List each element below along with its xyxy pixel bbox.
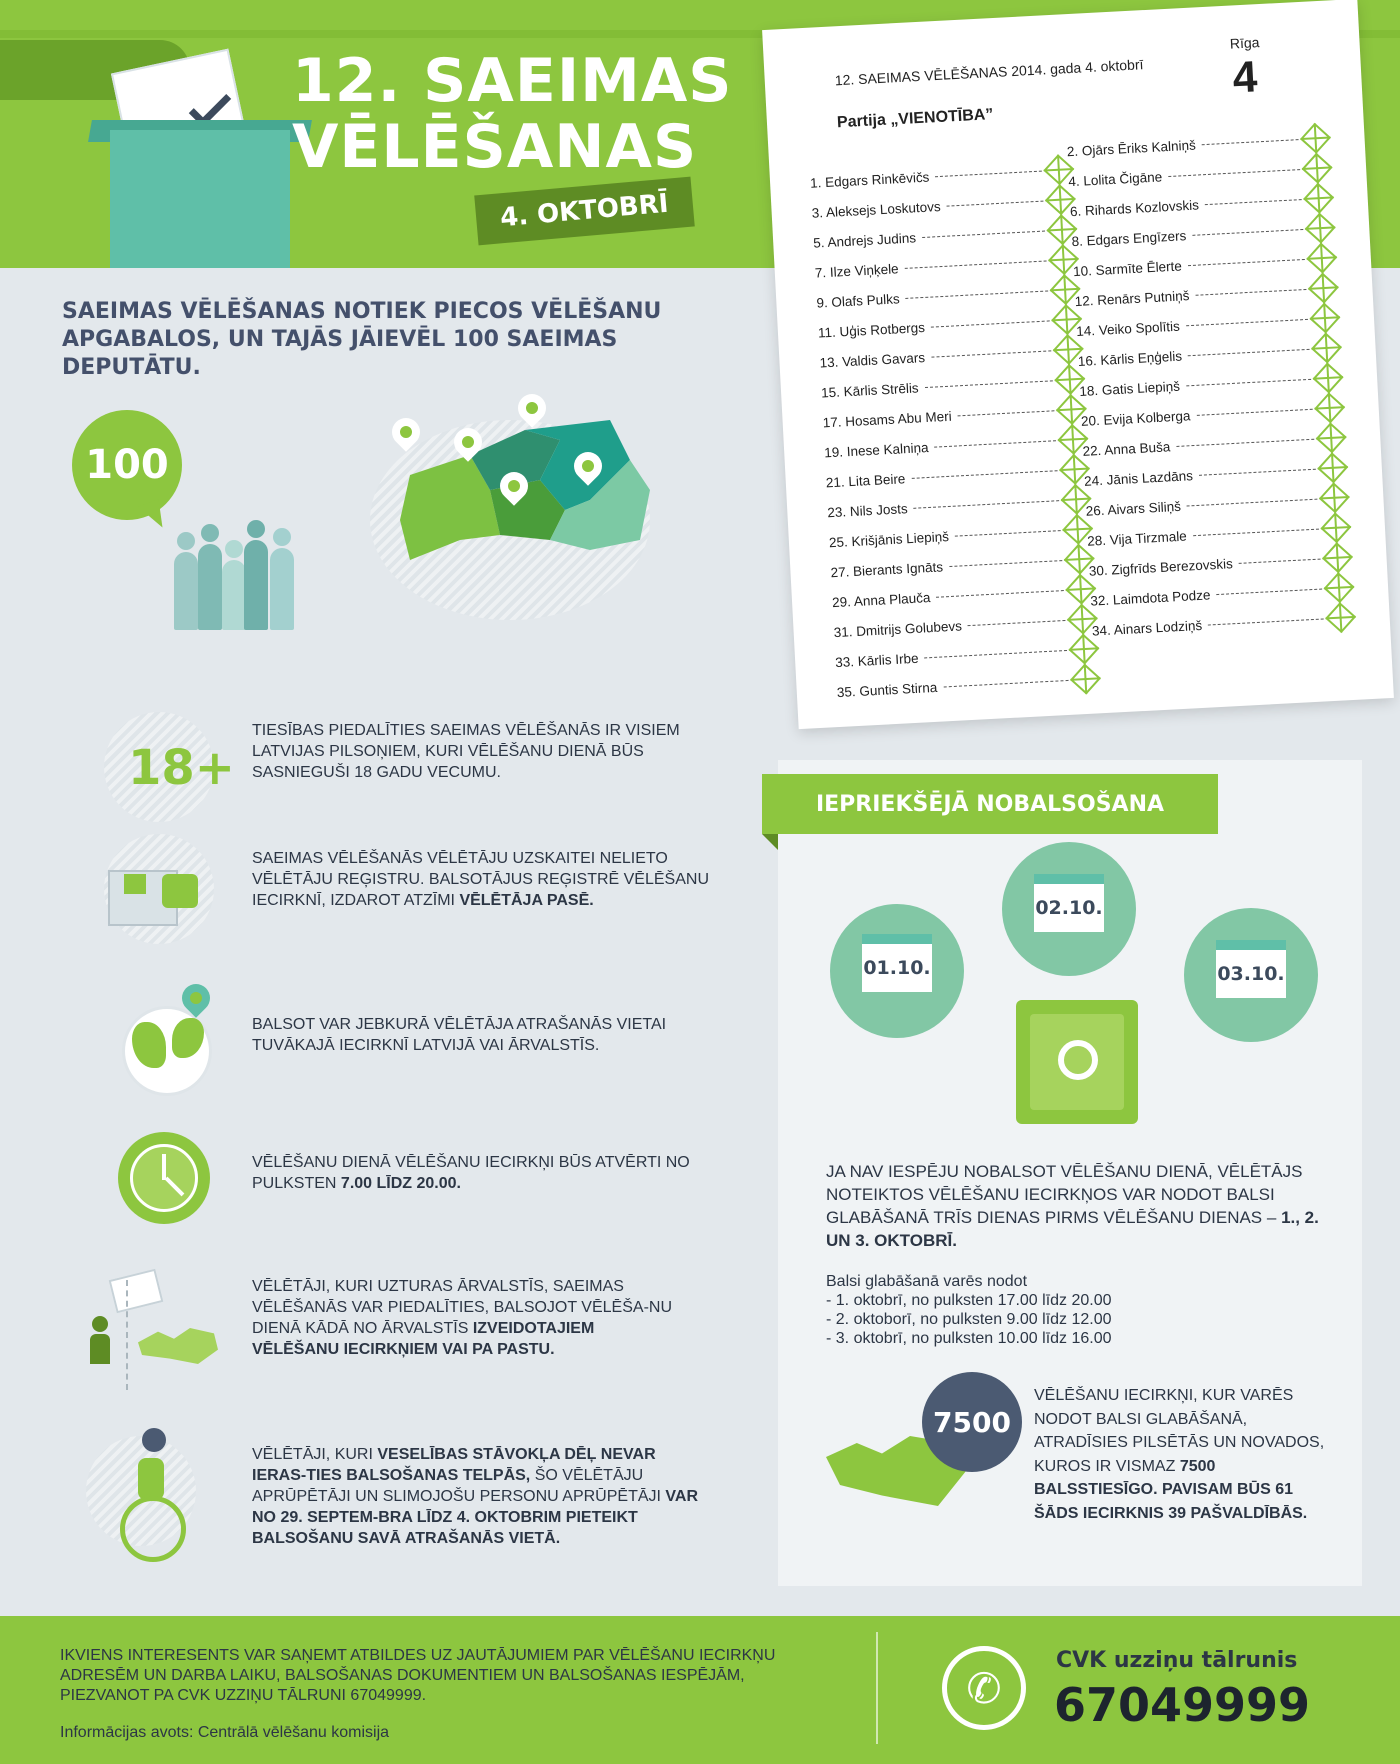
feature-anywhere-text: BALSOT VAR JEBKURĀ VĒLĒTĀJA ATRAŠANĀS VIETAI TUVĀKAJĀ IECIRKNĪ LATVIJĀ VAI ĀRVALSTĪS.	[252, 1016, 667, 1054]
dotted-leader	[949, 560, 1062, 567]
vote-mark-icon[interactable]	[1306, 243, 1337, 274]
candidate-name: 27. Bierants Ignāts	[830, 558, 944, 580]
feature-registry-text-plain: SAEIMAS VĒLĒŠANĀS VĒLĒTĀJU UZSKAITEI NELIETO VĒLĒTĀJU REĢISTRU. BALSOTĀJUS REĢISTRĒ VĒLĒŠANU IECIRKNĪ, IZDAROT ATZĪMI	[252, 850, 709, 909]
dotted-leader	[914, 500, 1060, 509]
dotted-leader	[1188, 348, 1310, 355]
title-line-2: VĒLĒŠANAS	[292, 112, 698, 182]
date-label: 02.10.	[1035, 897, 1103, 919]
dotted-leader	[931, 350, 1051, 357]
vote-mark-icon[interactable]	[1313, 362, 1344, 393]
candidate-name: 2. Ojārs Ēriks Kalniņš	[1066, 137, 1197, 159]
candidate-name: 15. Kārlis Strēlis	[820, 379, 919, 400]
vote-mark-icon[interactable]	[1311, 332, 1342, 363]
age-icon	[80, 712, 236, 822]
dotted-leader	[1188, 258, 1305, 265]
candidate-name: 4. Lolita Čigāne	[1068, 168, 1163, 189]
calendar-icon	[1034, 874, 1104, 932]
dotted-leader	[1176, 438, 1314, 446]
vote-mark-icon[interactable]	[1303, 183, 1334, 214]
feature-abroad-text-plain: VĒLĒTĀJI, KURI UZTURAS ĀRVALSTĪS, SAEIMAS VĒLĒŠANĀS VAR PIEDALĪTIES, BALSOJOT VĒLĒŠA-NU DIENĀ KĀDĀ NO ĀRVALSTĪS	[252, 1278, 672, 1337]
dotted-leader	[968, 620, 1066, 626]
candidate-name: 25. Krišjānis Liepiņš	[828, 528, 950, 550]
clock-icon	[80, 1120, 210, 1230]
passport-stamp-icon	[80, 834, 210, 944]
globe-pin-icon	[80, 978, 210, 1088]
mail-icon	[80, 1260, 210, 1370]
early-voting-schedule	[826, 1272, 1346, 1348]
candidate-name: 33. Kārlis Irbe	[834, 650, 919, 670]
candidate-name: 13. Valdis Gavars	[819, 349, 926, 371]
ballot-list-number: 4	[1231, 52, 1259, 103]
candidate-name: 7. Ilze Viņķele	[814, 260, 899, 281]
person-figure	[222, 560, 246, 630]
intro-text: SAEIMAS VĒLĒŠANAS NOTIEK PIECOS VĒLĒŠANU APGABALOS, UN TAJĀS JĀIEVĒL 100 SAEIMAS DEPUTĀTU.	[62, 299, 662, 380]
dotted-leader	[906, 290, 1049, 298]
feature-health-text-bold: VESELĪBAS STĀVOKĻA DĒĻ NEVAR IERAS-TIES BALSOŠANAS TELPĀS,	[252, 1446, 656, 1484]
calendar-icon	[862, 934, 932, 992]
vote-mark-icon[interactable]	[1314, 392, 1345, 423]
footer-source: Informācijas avots: Centrālā vēlēšanu komisija	[60, 1724, 390, 1741]
candidate-name: 21. Lita Beire	[825, 470, 906, 490]
dotted-leader	[1186, 378, 1311, 386]
candidate-name: 32. Laimdota Podze	[1090, 586, 1211, 609]
dotted-leader	[925, 380, 1053, 388]
person-figure	[174, 552, 198, 630]
dotted-leader	[1195, 288, 1306, 295]
dotted-leader	[1196, 408, 1312, 415]
candidate-name: 3. Aleksejs Loskutovs	[811, 198, 942, 221]
candidate-name: 24. Jānis Lazdāns	[1083, 467, 1194, 489]
feature-health-text-plain: ŠO VĒLĒTĀJU APRŪPĒTĀJI UN SLIMOJOŠU PERSONU APRŪPĒTĀJI	[252, 1467, 661, 1505]
dotted-leader	[1192, 229, 1303, 236]
candidate-name: 31. Dmitrijs Golubevs	[833, 617, 963, 640]
sample-ballot	[762, 0, 1394, 729]
latvia-shape	[138, 1328, 218, 1364]
person-figure	[244, 540, 268, 630]
dotted-leader	[943, 679, 1068, 687]
candidate-name: 29. Anna Plauča	[831, 589, 931, 610]
people-icon	[170, 510, 310, 630]
footer	[0, 1616, 1400, 1764]
vote-mark-icon[interactable]	[1070, 664, 1101, 695]
candidate-name: 35. Guntis Stirna	[836, 679, 938, 700]
ballot-party-name: Partija „VIENOTĪBA”	[836, 106, 994, 132]
date-label: 03.10.	[1217, 963, 1285, 985]
candidate-name: 22. Anna Buša	[1082, 438, 1171, 459]
candidate-name: 19. Inese Kalniņa	[823, 439, 929, 460]
dotted-leader	[1186, 318, 1308, 325]
candidate-name: 10. Sarmīte Ēlerte	[1072, 257, 1183, 279]
early-voting-note-plain: VĒLĒŠANU IECIRKŅI, KUR VARĒS NODOT BALSI GLABĀŠANĀ, ATRADĪSIES PILSĒTĀS UN NOVADOS, KUROS IR VISMAZ	[1034, 1387, 1325, 1475]
dotted-leader	[922, 230, 1045, 237]
vote-mark-icon[interactable]	[1322, 542, 1353, 573]
phone-icon: ✆	[942, 1646, 1026, 1730]
stamp-shape	[162, 874, 198, 908]
clock-hand-hour	[162, 1154, 166, 1180]
feature-hours-text-plain: VĒLĒŠANU DIENĀ VĒLĒŠANU IECIRKŅI BŪS ATVĒRTI NO PULKSTEN	[252, 1154, 690, 1192]
phone-number[interactable]: 67049999	[1054, 1678, 1311, 1732]
vote-mark-icon[interactable]	[1317, 452, 1348, 483]
early-voting-note	[1034, 1384, 1334, 1525]
border-line	[126, 1280, 128, 1390]
vote-mark-icon[interactable]	[1319, 482, 1350, 513]
dotted-leader	[1187, 498, 1318, 506]
phone-label: CVK uzziņu tālrunis	[1056, 1648, 1298, 1673]
date-label: 01.10.	[863, 957, 931, 979]
candidate-name: 20. Evija Kolberga	[1080, 407, 1191, 429]
feature-hours-text-bold: 7.00 LĪDZ 20.00.	[340, 1175, 461, 1192]
dotted-leader	[1199, 468, 1316, 475]
wheelchair-icon	[80, 1436, 210, 1546]
vote-mark-icon[interactable]	[1324, 572, 1355, 603]
dotted-leader	[955, 530, 1061, 537]
early-voting-note-bold: 7500 BALSSTIESĪGO. PAVISAM BŪS 61 ŠĀDS IECIRKNIS 39 PAŠVALDĪBĀS.	[1034, 1457, 1308, 1522]
feature-hours-text	[252, 1152, 722, 1194]
candidate-name: 18. Gatis Liepiņš	[1079, 378, 1181, 399]
page-title	[292, 48, 752, 180]
dotted-leader	[1216, 588, 1322, 595]
candidate-name: 34. Ainars Lodziņš	[1091, 617, 1203, 639]
photo-shape	[124, 874, 146, 894]
vote-mark-icon[interactable]	[1300, 123, 1331, 154]
candidate-name: 12. Renārs Putniņš	[1074, 287, 1190, 309]
schedule-item: - 3. oktobrī, no pulksten 10.00 līdz 16.00	[826, 1330, 1112, 1347]
person-body-icon	[138, 1458, 164, 1500]
candidate-name: 11. Uģis Rotbergs	[817, 319, 926, 341]
feature-health-text-plain: VĒLĒTĀJI, KURI	[252, 1446, 373, 1463]
dotted-leader	[1205, 199, 1302, 205]
feature-abroad-text-bold: IZVEIDOTAJIEM VĒLĒŠANU IECIRKŅIEM VAI PA PASTU.	[252, 1320, 595, 1358]
candidate-name: 8. Edgars Engīzers	[1071, 227, 1187, 249]
early-voting-text	[826, 1160, 1346, 1252]
wheel-shape	[120, 1496, 186, 1562]
vote-mark-icon[interactable]	[1308, 273, 1339, 304]
person-figure	[198, 544, 222, 630]
dotted-leader	[931, 320, 1050, 327]
voters-count: 7500	[933, 1405, 1011, 1439]
dotted-leader	[958, 410, 1055, 416]
candidate-name: 9. Olafs Pulks	[816, 290, 900, 311]
candidate-name: 28. Vija Tirzmale	[1086, 528, 1188, 549]
candidate-name: 6. Rihards Kozlovskis	[1069, 196, 1200, 219]
candidate-name: 16. Kārlis Eņģelis	[1077, 348, 1183, 369]
ribbon-fold	[762, 834, 778, 850]
feature-health-text	[252, 1444, 712, 1549]
vote-mark-icon[interactable]	[1325, 602, 1356, 633]
date-badge: 4. OKTOBRĪ	[474, 177, 694, 246]
vote-mark-icon[interactable]	[1316, 422, 1347, 453]
dotted-leader	[1208, 618, 1324, 625]
feature-registry-text	[252, 848, 722, 911]
deputies-count: 100	[85, 442, 169, 488]
vote-mark-icon[interactable]	[1320, 512, 1351, 543]
candidate-name: 1. Edgars Rinkēvičs	[809, 169, 930, 191]
dotted-leader	[1193, 528, 1319, 536]
vote-mark-icon[interactable]	[1309, 302, 1340, 333]
feature-age-text: TIESĪBAS PIEDALĪTIES SAEIMAS VĒLĒŠANĀS IR VISIEM LATVIJAS PILSOŅIEM, KURI VĒLĒŠANU DIENĀ BŪS SASNIEGUŠI 18 GADU VECUMU.	[252, 722, 680, 781]
person-head-icon	[142, 1428, 166, 1452]
title-line-1: 12. SAEIMAS	[292, 46, 733, 116]
person-body-icon	[90, 1334, 110, 1364]
deputies-count-bubble	[72, 410, 182, 520]
vote-mark-icon[interactable]	[1305, 213, 1336, 244]
person-head-icon	[92, 1316, 108, 1332]
early-voting-title: IEPRIEKŠĒJĀ NOBALSOŠANA	[762, 774, 1218, 834]
candidate-name: 30. Zigfrīds Berezovskis	[1088, 555, 1234, 579]
candidate-name: 5. Andrejs Judins	[812, 229, 917, 251]
schedule-title: Balsi glabāšanā varēs nodot	[826, 1273, 1028, 1290]
ballot-box-icon	[110, 130, 290, 268]
age-badge: 18+	[128, 740, 236, 796]
schedule-item: - 1. oktobrī, no pulksten 17.00 līdz 20.00	[826, 1292, 1112, 1309]
candidate-name: 23. Nils Josts	[827, 500, 908, 520]
envelope-shape	[109, 1269, 164, 1314]
dotted-leader	[934, 440, 1056, 447]
dotted-leader	[1202, 139, 1299, 145]
early-voting-text-plain: JA NAV IESPĒJU NOBALSOT VĒLĒŠANU DIENĀ, VĒLĒTĀJS NOTEIKTOS VĒLĒŠANU IECIRKŅOS VAR NODOT BALSI GLABĀŠANĀ TRĪS DIENAS PIRMS VĒLĒŠANU DIENAS –	[826, 1162, 1303, 1227]
candidate-name: 26. Aivars Siliņš	[1085, 498, 1182, 519]
voters-count-bubble	[922, 1372, 1022, 1472]
dotted-leader	[924, 649, 1067, 657]
dotted-leader	[911, 470, 1057, 479]
dotted-leader	[947, 200, 1044, 206]
safe-dial	[1058, 1040, 1098, 1080]
candidates-right-column	[1066, 123, 1352, 646]
dotted-leader	[1168, 169, 1300, 177]
dotted-leader	[936, 590, 1064, 598]
footer-divider	[876, 1632, 878, 1744]
dotted-leader	[1239, 558, 1321, 563]
early-voting-text-bold: 1., 2. UN 3. OKTOBRĪ.	[826, 1208, 1319, 1250]
schedule-item: - 2. oktoborī, no pulksten 9.00 līdz 12.00	[826, 1311, 1112, 1328]
feature-abroad-text	[252, 1276, 672, 1360]
dotted-leader	[905, 260, 1047, 268]
candidate-name: 17. Hosams Abu Meri	[822, 408, 952, 430]
dotted-leader	[935, 170, 1042, 177]
ballot-district: Rīga	[1229, 34, 1260, 52]
footer-text: IKVIENS INTERESENTS VAR SAŅEMT ATBILDES UZ JAUTĀJUMIEM PAR VĒLĒŠANU IECIRKŅU ADRESĒM UN DARBA LAIKU, BALSOŠANAS DOKUMENTIEM UN BALSOŠANAS IESPĒJĀM, PIEZVANOT PA CVK UZZIŅU TĀLRUNI 67049999.	[60, 1647, 776, 1704]
person-figure	[270, 548, 294, 630]
latvia-map-icon	[350, 400, 690, 620]
calendar-icon	[1216, 940, 1286, 998]
candidate-name: 14. Veiko Spolītis	[1075, 318, 1181, 339]
feature-registry-text-bold: VĒLĒTĀJA PASĒ.	[459, 892, 594, 909]
ballot-heading: 12. SAEIMAS VĒLĒŠANAS 2014. gada 4. oktobrī	[834, 56, 1144, 89]
vote-mark-icon[interactable]	[1302, 153, 1333, 184]
candidates-left-column	[809, 154, 1097, 707]
feature-health-text-bold: VAR NO 29. SEPTEM-BRA LĪDZ 4. OKTOBRIM PIETEIKT BALSOŠANU SAVĀ ATRAŠANĀS VIETĀ.	[252, 1488, 699, 1547]
